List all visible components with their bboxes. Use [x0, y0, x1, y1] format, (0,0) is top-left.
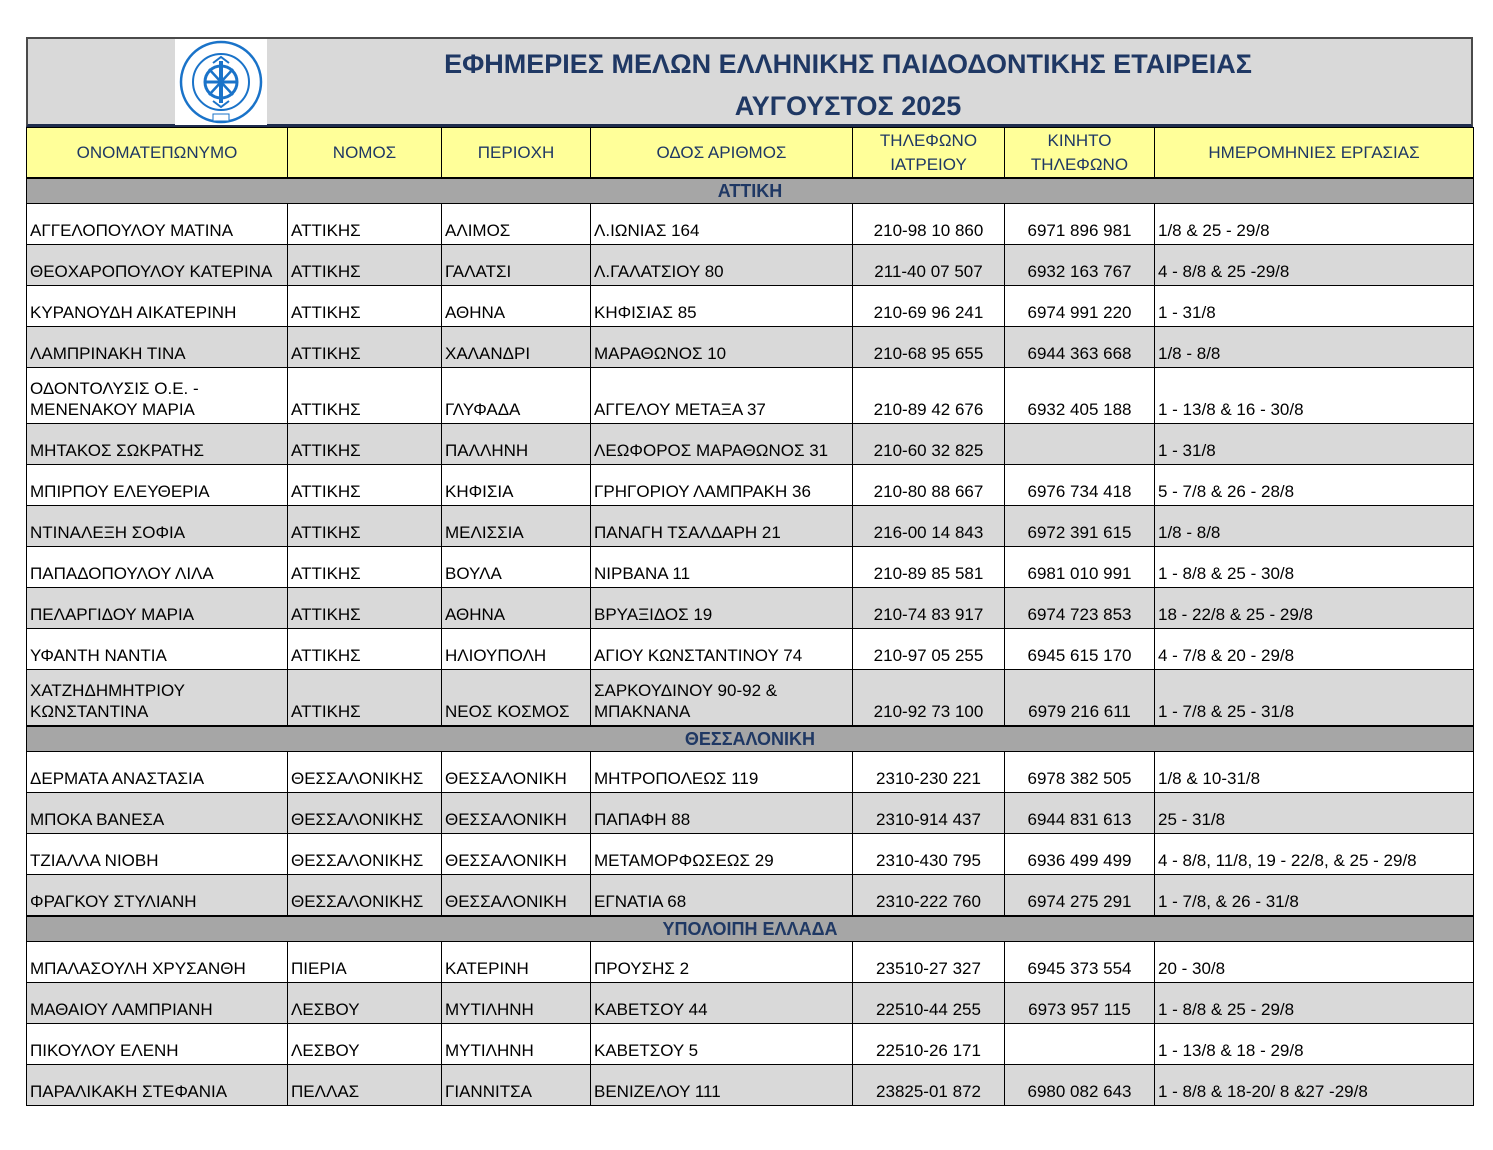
page-subtitle: ΑΥΓΟΥΣΤΟΣ 2025 [734, 91, 962, 121]
cell-phone: 210-68 95 655 [853, 327, 1005, 368]
cell-phone: 210-89 85 581 [853, 547, 1005, 588]
cell-dates: 1 - 7/8, & 26 - 31/8 [1155, 875, 1474, 917]
cell-area: ΘΕΣΣΑΛΟΝΙΚΗ [442, 793, 591, 834]
cell-nomos: ΑΤΤΙΚΗΣ [288, 506, 442, 547]
cell-address: ΚΑΒΕΤΣΟΥ 5 [591, 1024, 853, 1065]
cell-mobile: 6945 373 554 [1005, 942, 1155, 983]
cell-dates: 1/8 & 10-31/8 [1155, 752, 1474, 793]
column-header-area: ΠΕΡΙΟΧΗ [442, 128, 591, 179]
cell-mobile: 6974 723 853 [1005, 588, 1155, 629]
cell-nomos: ΘΕΣΣΑΛΟΝΙΚΗΣ [288, 752, 442, 793]
column-header-nomos: ΝΟΜΟΣ [288, 128, 442, 179]
title-band [26, 37, 1473, 127]
cell-name: ΚΥΡΑΝΟΥΔΗ ΑΙΚΑΤΕΡΙΝΗ [27, 286, 288, 327]
cell-dates: 4 - 8/8, 11/8, 19 - 22/8, & 25 - 29/8 [1155, 834, 1474, 875]
cell-mobile: 6945 615 170 [1005, 629, 1155, 670]
cell-address: Λ.ΙΩΝΙΑΣ 164 [591, 204, 853, 245]
cell-phone: 210-97 05 255 [853, 629, 1005, 670]
table-row [27, 793, 1474, 834]
cell-area: ΚΑΤΕΡΙΝΗ [442, 942, 591, 983]
cell-area: ΚΗΦΙΣΙΑ [442, 465, 591, 506]
cell-dates: 5 - 7/8 & 26 - 28/8 [1155, 465, 1474, 506]
cell-area: ΓΛΥΦΑΔΑ [442, 368, 591, 424]
cell-mobile: 6978 382 505 [1005, 752, 1155, 793]
cell-address: ΒΡΥΑΞΙΔΟΣ 19 [591, 588, 853, 629]
table-header-row [27, 128, 1474, 179]
cell-address: ΚΑΒΕΤΣΟΥ 44 [591, 983, 853, 1024]
cell-address: ΑΓΓΕΛΟΥ ΜΕΤΑΞΑ 37 [591, 368, 853, 424]
cell-address: ΜΕΤΑΜΟΡΦΩΣΕΩΣ 29 [591, 834, 853, 875]
cell-name: ΤΖΙΑΛΛΑ ΝΙΟΒΗ [27, 834, 288, 875]
section-header-row [27, 178, 1474, 204]
section-title: ΘΕΣΣΑΛΟΝΙΚΗ [27, 726, 1474, 752]
cell-phone: 211-40 07 507 [853, 245, 1005, 286]
members-table [26, 127, 1474, 1106]
column-header-address: ΟΔΟΣ ΑΡΙΘΜΟΣ [591, 128, 853, 179]
cell-dates: 1/8 - 8/8 [1155, 327, 1474, 368]
cell-area: ΑΛΙΜΟΣ [442, 204, 591, 245]
roster-sheet [26, 37, 1473, 1106]
cell-address: ΜΗΤΡΟΠΟΛΕΩΣ 119 [591, 752, 853, 793]
cell-address: Λ.ΓΑΛΑΤΣΙΟΥ 80 [591, 245, 853, 286]
table-row [27, 204, 1474, 245]
cell-phone: 210-69 96 241 [853, 286, 1005, 327]
cell-phone: 2310-230 221 [853, 752, 1005, 793]
cell-mobile: 6944 363 668 [1005, 327, 1155, 368]
cell-name: ΜΠΟΚΑ ΒΑΝΕΣΑ [27, 793, 288, 834]
cell-dates: 1 - 8/8 & 25 - 29/8 [1155, 983, 1474, 1024]
cell-name: ΠΙΚΟΥΛΟΥ ΕΛΕΝΗ [27, 1024, 288, 1065]
cell-nomos: ΘΕΣΣΑΛΟΝΙΚΗΣ [288, 793, 442, 834]
cell-phone: 22510-44 255 [853, 983, 1005, 1024]
cell-dates: 1/8 - 8/8 [1155, 506, 1474, 547]
cell-address: ΣΑΡΚΟΥΔΙΝΟΥ 90-92 & ΜΠΑΚΝΑΝΑ [591, 670, 853, 727]
cell-area: ΘΕΣΣΑΛΟΝΙΚΗ [442, 875, 591, 917]
cell-name: ΥΦΑΝΤΗ ΝΑΝΤΙΑ [27, 629, 288, 670]
cell-mobile [1005, 1024, 1155, 1065]
cell-dates: 4 - 8/8 & 25 -29/8 [1155, 245, 1474, 286]
cell-area: ΓΙΑΝΝΙΤΣΑ [442, 1065, 591, 1106]
table-row [27, 506, 1474, 547]
table-body [27, 178, 1474, 1106]
cell-address: ΠΡΟΥΣΗΣ 2 [591, 942, 853, 983]
cell-mobile: 6932 163 767 [1005, 245, 1155, 286]
cell-nomos: ΑΤΤΙΚΗΣ [288, 204, 442, 245]
column-header-phone: ΤΗΛΕΦΩΝΟ ΙΑΤΡΕΙΟΥ [853, 128, 1005, 179]
cell-nomos: ΛΕΣΒΟΥ [288, 983, 442, 1024]
cell-mobile: 6981 010 991 [1005, 547, 1155, 588]
cell-address: ΛΕΩΦΟΡΟΣ ΜΑΡΑΘΩΝΟΣ 31 [591, 424, 853, 465]
cell-nomos: ΑΤΤΙΚΗΣ [288, 547, 442, 588]
cell-area: ΗΛΙΟΥΠΟΛΗ [442, 629, 591, 670]
cell-name: ΦΡΑΓΚΟΥ ΣΤΥΛΙΑΝΗ [27, 875, 288, 917]
cell-area: ΜΥΤΙΛΗΝΗ [442, 1024, 591, 1065]
cell-name: ΔΕΡΜΑΤΑ ΑΝΑΣΤΑΣΙΑ [27, 752, 288, 793]
section-title: ΑΤΤΙΚΗ [27, 178, 1474, 204]
cell-nomos: ΘΕΣΣΑΛΟΝΙΚΗΣ [288, 875, 442, 917]
cell-address: ΑΓΙΟΥ ΚΩΝΣΤΑΝΤΙΝΟΥ 74 [591, 629, 853, 670]
column-header-mobile: ΚΙΝΗΤΟ ΤΗΛΕΦΩΝΟ [1005, 128, 1155, 179]
cell-dates: 1 - 13/8 & 16 - 30/8 [1155, 368, 1474, 424]
cell-dates: 25 - 31/8 [1155, 793, 1474, 834]
cell-phone: 2310-914 437 [853, 793, 1005, 834]
cell-nomos: ΑΤΤΙΚΗΣ [288, 368, 442, 424]
table-row [27, 327, 1474, 368]
table-row [27, 245, 1474, 286]
column-header-dates: ΗΜΕΡΟΜΗΝΙΕΣ ΕΡΓΑΣΙΑΣ [1155, 128, 1474, 179]
cell-phone: 210-89 42 676 [853, 368, 1005, 424]
cell-dates: 1 - 31/8 [1155, 424, 1474, 465]
table-row [27, 286, 1474, 327]
cell-mobile: 6944 831 613 [1005, 793, 1155, 834]
cell-mobile: 6973 957 115 [1005, 983, 1155, 1024]
table-row [27, 588, 1474, 629]
table-row [27, 629, 1474, 670]
cell-nomos: ΑΤΤΙΚΗΣ [288, 327, 442, 368]
table-row [27, 1065, 1474, 1106]
cell-phone: 2310-430 795 [853, 834, 1005, 875]
cell-phone: 23510-27 327 [853, 942, 1005, 983]
cell-mobile [1005, 424, 1155, 465]
society-logo-icon [175, 39, 267, 125]
section-header-row [27, 726, 1474, 752]
cell-area: ΘΕΣΣΑΛΟΝΙΚΗ [442, 752, 591, 793]
cell-name: ΠΑΡΑΛΙΚΑΚΗ ΣΤΕΦΑΝΙΑ [27, 1065, 288, 1106]
cell-dates: 1 - 7/8 & 25 - 31/8 [1155, 670, 1474, 727]
table-row [27, 670, 1474, 727]
cell-phone: 210-80 88 667 [853, 465, 1005, 506]
cell-address: ΚΗΦΙΣΙΑΣ 85 [591, 286, 853, 327]
cell-name: ΠΕΛΑΡΓΙΔΟΥ ΜΑΡΙΑ [27, 588, 288, 629]
cell-phone: 210-74 83 917 [853, 588, 1005, 629]
cell-nomos: ΠΙΕΡΙΑ [288, 942, 442, 983]
cell-address: ΝΙΡΒΑΝΑ 11 [591, 547, 853, 588]
cell-area: ΜΕΛΙΣΣΙΑ [442, 506, 591, 547]
cell-dates: 1 - 31/8 [1155, 286, 1474, 327]
cell-name: ΜΠΑΛΑΣΟΥΛΗ ΧΡΥΣΑΝΘΗ [27, 942, 288, 983]
cell-mobile: 6974 991 220 [1005, 286, 1155, 327]
table-row [27, 834, 1474, 875]
cell-nomos: ΠΕΛΛΑΣ [288, 1065, 442, 1106]
table-row [27, 752, 1474, 793]
cell-mobile: 6971 896 981 [1005, 204, 1155, 245]
cell-area: ΑΘΗΝΑ [442, 286, 591, 327]
cell-address: ΠΑΝΑΓΗ ΤΣΑΛΔΑΡΗ 21 [591, 506, 853, 547]
cell-phone: 210-60 32 825 [853, 424, 1005, 465]
cell-dates: 20 - 30/8 [1155, 942, 1474, 983]
cell-mobile: 6936 499 499 [1005, 834, 1155, 875]
cell-area: ΒΟΥΛΑ [442, 547, 591, 588]
cell-dates: 1 - 13/8 & 18 - 29/8 [1155, 1024, 1474, 1065]
cell-nomos: ΛΕΣΒΟΥ [288, 1024, 442, 1065]
table-row [27, 368, 1474, 424]
page-title: ΕΦΗΜΕΡΙΕΣ ΜΕΛΩΝ ΕΛΛΗΝΙΚΗΣ ΠΑΙΔΟΔΟΝΤΙΚΗΣ ΕΤΑΙΡΕΙΑΣ [444, 49, 1252, 79]
cell-area: ΠΑΛΛΗΝΗ [442, 424, 591, 465]
cell-address: ΒΕΝΙΖΕΛΟΥ 111 [591, 1065, 853, 1106]
cell-nomos: ΑΤΤΙΚΗΣ [288, 588, 442, 629]
cell-name: ΝΤΙΝΑΛΕΞΗ ΣΟΦΙΑ [27, 506, 288, 547]
column-header-name: ΟΝΟΜΑΤΕΠΩΝΥΜΟ [27, 128, 288, 179]
cell-nomos: ΑΤΤΙΚΗΣ [288, 245, 442, 286]
cell-mobile: 6979 216 611 [1005, 670, 1155, 727]
table-row [27, 1024, 1474, 1065]
cell-area: ΘΕΣΣΑΛΟΝΙΚΗ [442, 834, 591, 875]
cell-area: ΧΑΛΑΝΔΡΙ [442, 327, 591, 368]
cell-name: ΜΑΘΑΙΟΥ ΛΑΜΠΡΙΑΝΗ [27, 983, 288, 1024]
cell-name: ΑΓΓΕΛΟΠΟΥΛΟΥ ΜΑΤΙΝΑ [27, 204, 288, 245]
cell-address: ΕΓΝΑΤΙΑ 68 [591, 875, 853, 917]
cell-phone: 216-00 14 843 [853, 506, 1005, 547]
cell-mobile: 6976 734 418 [1005, 465, 1155, 506]
section-header-row [27, 916, 1474, 942]
cell-nomos: ΑΤΤΙΚΗΣ [288, 286, 442, 327]
cell-mobile: 6932 405 188 [1005, 368, 1155, 424]
cell-area: ΝΕΟΣ ΚΟΣΜΟΣ [442, 670, 591, 727]
cell-nomos: ΑΤΤΙΚΗΣ [288, 670, 442, 727]
cell-phone: 22510-26 171 [853, 1024, 1005, 1065]
cell-mobile: 6972 391 615 [1005, 506, 1155, 547]
cell-name: ΜΗΤΑΚΟΣ ΣΩΚΡΑΤΗΣ [27, 424, 288, 465]
cell-dates: 1 - 8/8 & 18-20/ 8 &27 -29/8 [1155, 1065, 1474, 1106]
cell-nomos: ΘΕΣΣΑΛΟΝΙΚΗΣ [288, 834, 442, 875]
section-title: ΥΠΟΛΟΙΠΗ ΕΛΛΑΔΑ [27, 916, 1474, 942]
cell-dates: 4 - 7/8 & 20 - 29/8 [1155, 629, 1474, 670]
cell-phone: 23825-01 872 [853, 1065, 1005, 1106]
table-row [27, 424, 1474, 465]
cell-dates: 1/8 & 25 - 29/8 [1155, 204, 1474, 245]
cell-phone: 210-92 73 100 [853, 670, 1005, 727]
cell-mobile: 6974 275 291 [1005, 875, 1155, 917]
cell-nomos: ΑΤΤΙΚΗΣ [288, 629, 442, 670]
cell-name: ΟΔΟΝΤΟΛΥΣΙΣ Ο.Ε. - ΜΕΝΕΝΑΚΟΥ ΜΑΡΙΑ [27, 368, 288, 424]
cell-phone: 2310-222 760 [853, 875, 1005, 917]
cell-name: ΘΕΟΧΑΡΟΠΟΥΛΟΥ ΚΑΤΕΡΙΝΑ [27, 245, 288, 286]
cell-area: ΓΑΛΑΤΣΙ [442, 245, 591, 286]
cell-name: ΜΠΙΡΠΟΥ ΕΛΕΥΘΕΡΙΑ [27, 465, 288, 506]
table-row [27, 983, 1474, 1024]
cell-phone: 210-98 10 860 [853, 204, 1005, 245]
table-row [27, 465, 1474, 506]
table-row [27, 942, 1474, 983]
cell-address: ΓΡΗΓΟΡΙΟΥ ΛΑΜΠΡΑΚΗ 36 [591, 465, 853, 506]
cell-address: ΠΑΠΑΦΗ 88 [591, 793, 853, 834]
cell-dates: 1 - 8/8 & 25 - 30/8 [1155, 547, 1474, 588]
cell-nomos: ΑΤΤΙΚΗΣ [288, 465, 442, 506]
cell-nomos: ΑΤΤΙΚΗΣ [288, 424, 442, 465]
cell-dates: 18 - 22/8 & 25 - 29/8 [1155, 588, 1474, 629]
cell-address: ΜΑΡΑΘΩΝΟΣ 10 [591, 327, 853, 368]
cell-mobile: 6980 082 643 [1005, 1065, 1155, 1106]
table-row [27, 875, 1474, 917]
cell-name: ΧΑΤΖΗΔΗΜΗΤΡΙΟΥ ΚΩΝΣΤΑΝΤΙΝΑ [27, 670, 288, 727]
cell-area: ΑΘΗΝΑ [442, 588, 591, 629]
cell-area: ΜΥΤΙΛΗΝΗ [442, 983, 591, 1024]
table-row [27, 547, 1474, 588]
cell-name: ΠΑΠΑΔΟΠΟΥΛΟΥ ΛΙΛΑ [27, 547, 288, 588]
cell-name: ΛΑΜΠΡΙΝΑΚΗ ΤΙΝΑ [27, 327, 288, 368]
